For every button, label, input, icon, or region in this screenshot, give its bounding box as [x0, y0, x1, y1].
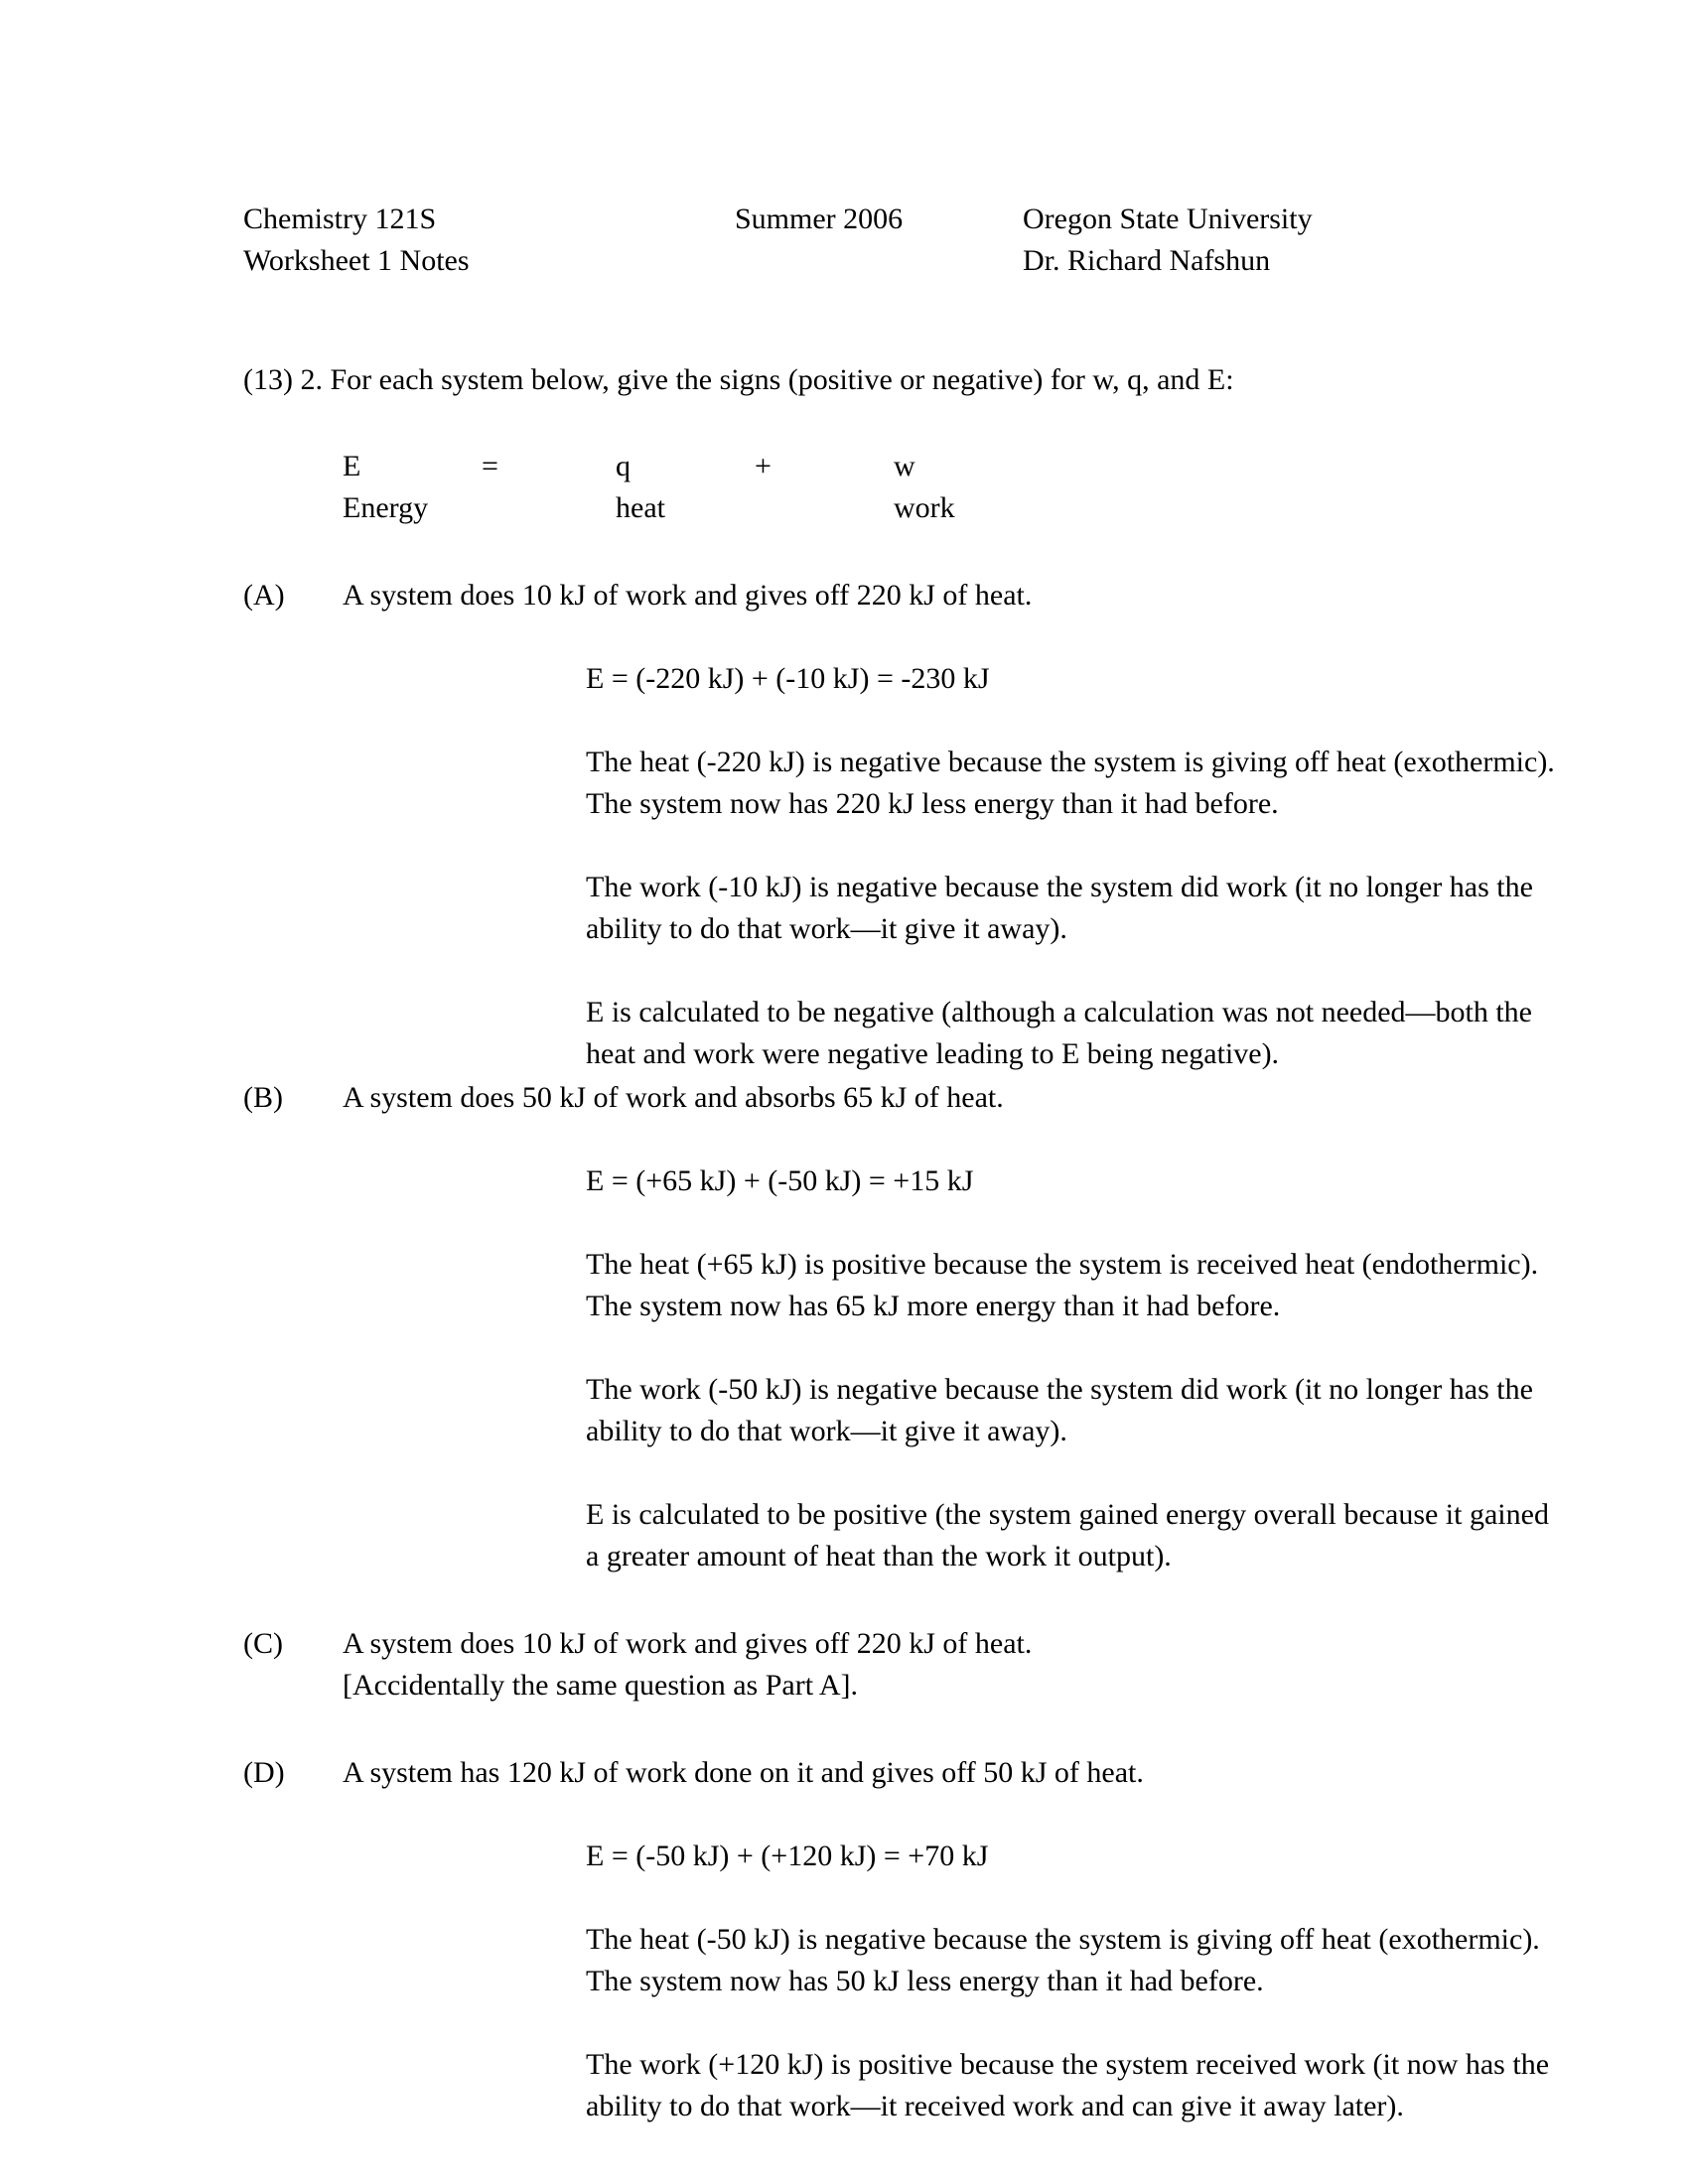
part-c: [243, 1623, 1425, 1706]
part-b-heat-line-2: The system now has 65 kJ more energy than it had before.: [586, 1290, 1281, 1322]
energy-equation-block: [343, 446, 1425, 529]
label-heat: heat: [616, 491, 665, 524]
part-a-work-line-2: ability to do that work—it give it away).: [586, 912, 1067, 945]
symbol-energy: E: [343, 450, 361, 482]
part-a-energy-line-1: E is calculated to be negative (although a calculation was not needed—both the: [586, 996, 1532, 1028]
part-b-energy-explanation: [586, 1494, 1668, 1577]
part-b-heat-line-1: The heat (+65 kJ) is positive because the system is received heat (endothermic).: [586, 1248, 1539, 1281]
part-b-statement: A system does 50 kJ of work and absorbs 65 kJ of heat.: [343, 1081, 1004, 1114]
part-d-work-line-1: The work (+120 kJ) is positive because the system received work (it now has the: [586, 2048, 1550, 2081]
part-d-heat-line-1: The heat (-50 kJ) is negative because the system is giving off heat (exothermic).: [586, 1923, 1540, 1956]
part-a-equation: E = (-220 kJ) + (-10 kJ) = -230 kJ: [586, 662, 990, 695]
part-a-label: (A): [243, 579, 285, 612]
part-c-label: (C): [243, 1627, 283, 1660]
part-a-work-explanation: [586, 867, 1668, 950]
part-d-heat-line-2: The system now has 50 kJ less energy than it had before.: [586, 1965, 1264, 1997]
label-energy: Energy: [343, 491, 429, 524]
symbol-heat: q: [616, 450, 631, 482]
part-a-energy-explanation: [586, 992, 1668, 1075]
part-d-work-explanation: [586, 2044, 1668, 2127]
part-b-work-line-1: The work (-50 kJ) is negative because the system did work (it no longer has the: [586, 1373, 1533, 1406]
document-content: [243, 199, 1555, 2127]
label-work: work: [894, 491, 955, 524]
part-a-statement: A system does 10 kJ of work and gives off 220 kJ of heat.: [343, 579, 1033, 612]
equation-labels-row: [343, 487, 1425, 529]
part-a: [243, 575, 1425, 616]
part-b: [243, 1077, 1425, 1119]
part-b-energy-line-2: a greater amount of heat than the work it output).: [586, 1540, 1172, 1572]
part-a-heat-line-1: The heat (-220 kJ) is negative because the system is giving off heat (exothermic).: [586, 746, 1555, 778]
course-name: Chemistry 121S: [243, 203, 437, 235]
symbol-work: w: [894, 450, 915, 482]
part-d-heat-explanation: [586, 1919, 1668, 2002]
part-a-heat-explanation: [586, 742, 1668, 825]
part-a-heat-line-2: The system now has 220 kJ less energy than it had before.: [586, 787, 1279, 820]
institution-name: Oregon State University: [1023, 203, 1313, 235]
part-c-body: [343, 1623, 1425, 1706]
part-b-heat-explanation: [586, 1244, 1668, 1327]
part-b-energy-line-1: E is calculated to be positive (the system gained energy overall because it gained: [586, 1498, 1549, 1531]
part-d-work-line-2: ability to do that work—it received work and can give it away later).: [586, 2090, 1404, 2122]
symbol-plus: +: [755, 450, 772, 482]
document-header-line-2: [243, 240, 1425, 282]
part-c-statement: A system does 10 kJ of work and gives off 220 kJ of heat.: [343, 1627, 1033, 1660]
part-b-label: (B): [243, 1081, 283, 1114]
part-c-note: [Accidentally the same question as Part A].: [343, 1669, 859, 1702]
symbol-equals: =: [482, 450, 498, 482]
part-d-statement: A system has 120 kJ of work done on it and gives off 50 kJ of heat.: [343, 1756, 1144, 1789]
header-spacer: [735, 240, 1023, 282]
question-prompt: (13) 2. For each system below, give the signs (positive or negative) for w, q, and E:: [243, 363, 1234, 396]
instructor-name: Dr. Richard Nafshun: [1023, 244, 1271, 277]
part-d-label: (D): [243, 1756, 285, 1789]
part-a-energy-line-2: heat and work were negative leading to E being negative).: [586, 1037, 1280, 1070]
equation-symbols-row: [343, 446, 1425, 487]
term-name: Summer 2006: [735, 203, 904, 235]
part-b-work-line-2: ability to do that work—it give it away).: [586, 1415, 1067, 1447]
label-plus-spacer: [755, 487, 894, 529]
part-d: [243, 1752, 1425, 1794]
part-d-equation: E = (-50 kJ) + (+120 kJ) = +70 kJ: [586, 1840, 989, 1872]
label-equals-spacer: [482, 487, 616, 529]
document-header-line-1: [243, 199, 1425, 240]
part-b-equation: E = (+65 kJ) + (-50 kJ) = +15 kJ: [586, 1164, 974, 1197]
part-b-work-explanation: [586, 1369, 1668, 1452]
part-a-work-line-1: The work (-10 kJ) is negative because the system did work (it no longer has the: [586, 871, 1533, 903]
worksheet-title: Worksheet 1 Notes: [243, 244, 470, 277]
